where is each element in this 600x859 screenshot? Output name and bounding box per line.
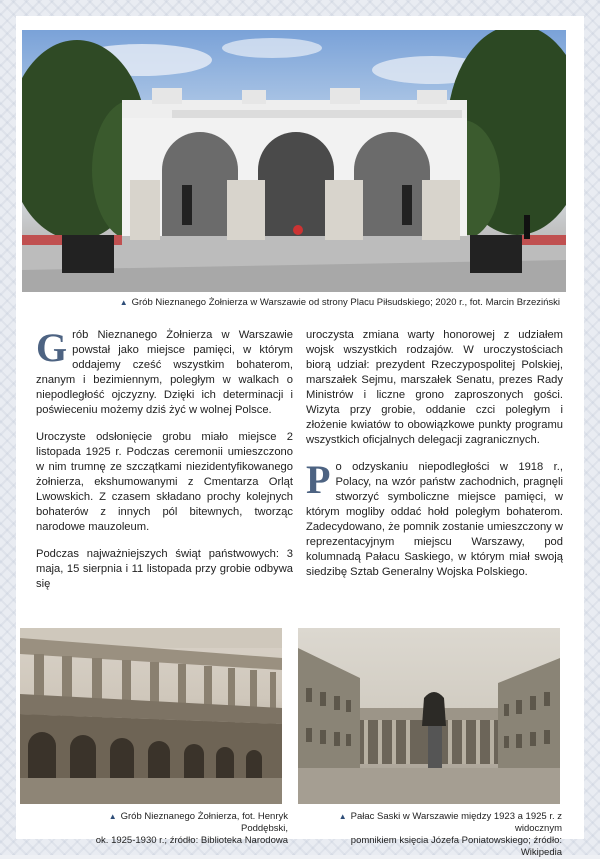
- paragraph-2: Uroczyste odsłonięcie grobu miało miejsce 2 listopada 1925 r. Podczas ceremonii umieszczono w nim trumnę ze szczątkami niezidentyfikowanego żołnierza, ekshumowanymi z Cmentarza Orląt Lwowskich. Z czasem składano prochy kolejnych bohaterów z innych pól bitewnych, tworząc narodowe mauzoleum.: [36, 431, 293, 533]
- drop-cap-g: G: [36, 325, 68, 370]
- tomb-photo-color: [22, 30, 566, 292]
- triangle-icon: ▲: [338, 812, 347, 821]
- bottom-right-caption: ▲ Pałac Saski w Warszawie między 1923 a 1925 r. z widocznym pomnikiem księcia Józefa Poniatowskiego; źródło: Wikipedia: [338, 811, 562, 858]
- article-column-left: [36, 325, 293, 604]
- tomb-photo-historic: [20, 628, 282, 804]
- triangle-icon: ▲: [108, 812, 117, 821]
- paragraph-5: Po odzyskaniu niepodległości w 1918 r., Polacy, na wzór państw zachodnich, pragnęli stworzyć symboliczne miejsce pamięci, w którym mogliby oddać hołd poległym bohaterom. Zadecydowano, że pomnik zostanie umieszczony w reprezentacyjnym miejscu Warszawy, pod kolumnadą Pałacu Saskiego, w którym miał swoją siedzibę Sztab Generalny Wojska Polskiego.: [306, 457, 563, 578]
- paragraph-1: Grób Nieznanego Żołnierza w Warszawie powstał jako miejsce pamięci, w którym oddajemy cześć wszystkim bohaterom, znanym i bezimiennym, poległym w walkach o niepodległość ojczyzny. Dzięki ich determinacji i poświeceniu możemy dziś żyć w wolnej Polsce.: [36, 325, 293, 416]
- top-photo-caption: ▲ Grób Nieznanego Żołnierza w Warszawie od strony Placu Piłsudskiego; 2020 r., fot. Marcin Brzeziński: [119, 297, 560, 308]
- paragraph-3: Podczas najważniejszych świąt państwowych: 3 maja, 15 sierpnia i 11 listopada przy grobie odbywa się: [36, 548, 293, 590]
- drop-cap-p: P: [306, 457, 331, 502]
- saxon-palace-photo: [298, 628, 560, 804]
- triangle-icon: ▲: [119, 298, 128, 307]
- document-page: [16, 16, 584, 858]
- paragraph-4: uroczysta zmiana warty honorowej z udziałem wojsk wszystkich rodzajów. W uroczystościach biorą udział: prezydent Rzeczypospolitej Polskiej, marszałek Sejmu, marszałek Senatu, prezes Rady Ministrów i liczne grono zaproszonych gości. Wizyta przy grobie, oddanie czci poległym i złożenie kwiatów to obowiązkowe punkty programu wszystkich oficjalnych delegacji zagranicznych.: [306, 329, 563, 446]
- article-column-right: [306, 328, 563, 592]
- bottom-left-caption: ▲ Grób Nieznanego Żołnierza, fot. Henryk Poddębski, ok. 1925-1930 r.; źródło: Biblioteka Narodowa: [95, 811, 288, 846]
